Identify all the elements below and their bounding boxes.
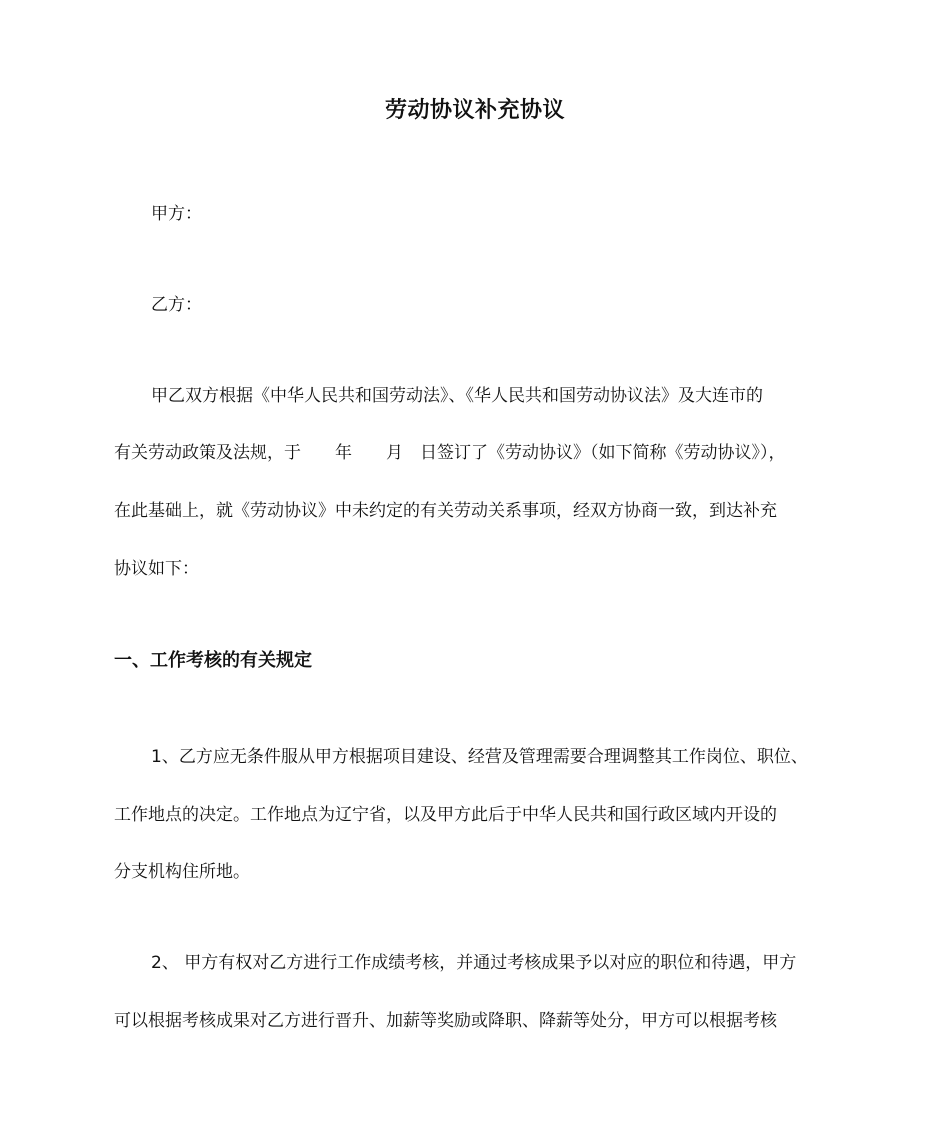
intro-paragraph-line: 甲乙双方根据《中华人民共和国劳动法》、《华人民共和国劳动协议法》及大连市的 xyxy=(151,386,763,406)
intro-paragraph-line: 在此基础上，就《劳动协议》中未约定的有关劳动关系事项，经双方协商一致，到达补充 xyxy=(114,501,777,521)
intro-paragraph-line: 有关劳动政策及法规，于 年 月 日签订了《劳动协议》（如下简称《劳动协议》）， xyxy=(114,443,786,463)
party-a-label: 甲方： xyxy=(151,204,202,224)
item-2-line: 可以根据考核成果对乙方进行晋升、加薪等奖励或降职、降薪等处分，甲方可以根据考核 xyxy=(114,1011,777,1031)
item-1-line: 分支机构住所地。 xyxy=(114,862,250,882)
item-1-line: 工作地点的决定。工作地点为辽宁省，以及甲方此后于中华人民共和国行政区域内开设的 xyxy=(114,805,777,825)
item-1-line: 1、乙方应无条件服从甲方根据项目建设、经营及管理需要合理调整其工作岗位、职位、 xyxy=(151,747,808,767)
document-title: 劳动协议补充协议 xyxy=(384,98,565,123)
intro-paragraph-line: 协议如下： xyxy=(114,559,199,579)
party-b-label: 乙方： xyxy=(151,295,202,315)
section-heading: 一、工作考核的有关规定 xyxy=(114,650,312,671)
item-2-line: 2、 甲方有权对乙方进行工作成绩考核，并通过考核成果予以对应的职位和待遇，甲方 xyxy=(151,953,797,973)
